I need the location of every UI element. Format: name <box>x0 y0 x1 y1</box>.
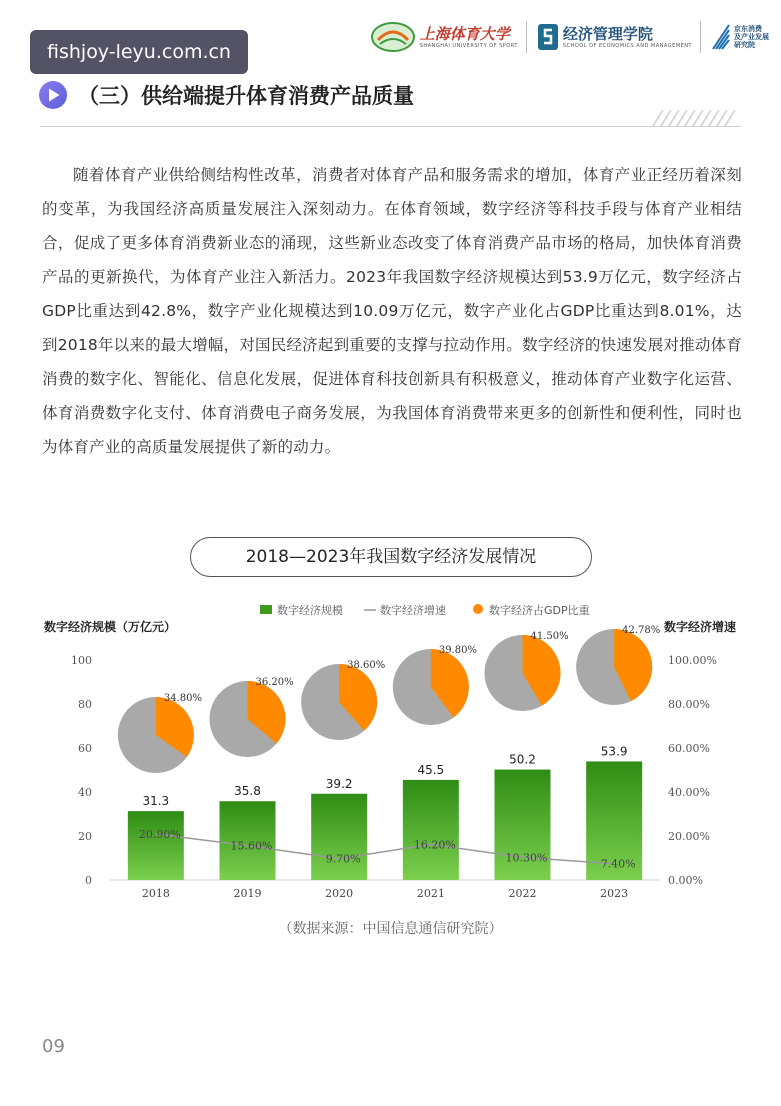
jd-institute-line-2: 及产业发展 <box>734 33 769 41</box>
left-tick-label: 80 <box>78 698 92 711</box>
sus-logo-name: 上海体育大学 <box>419 25 510 43</box>
jd-institute-emblem-icon <box>711 23 731 51</box>
bar <box>403 780 459 880</box>
header-logos <box>360 14 769 60</box>
left-tick-label: 0 <box>85 874 92 887</box>
bar-value-label: 50.2 <box>509 752 536 767</box>
sem-logo <box>537 23 692 51</box>
chart-legend <box>260 603 590 617</box>
pie-value-label: 34.80% <box>163 693 202 704</box>
sus-logo-sub: SHANGHAI UNIVERSITY OF SPORT <box>419 43 518 49</box>
sem-emblem-icon <box>537 23 559 51</box>
logo-divider <box>526 21 527 53</box>
sem-logo-name: 经济管理学院 <box>562 25 653 43</box>
left-axis-title: 数字经济规模（万亿元） <box>44 620 177 634</box>
sus-emblem-icon <box>370 20 416 54</box>
x-axis-labels <box>142 887 628 900</box>
legend-label-line: 数字经济增速 <box>380 604 446 617</box>
digital-economy-chart <box>30 595 750 905</box>
growth-line-series <box>139 828 636 871</box>
bar-value-label: 53.9 <box>600 744 628 759</box>
logo-divider <box>700 21 701 53</box>
x-tick-label: 2020 <box>325 887 354 900</box>
heading-rule <box>40 126 741 127</box>
right-tick-label: 20.00% <box>668 830 710 843</box>
page-number: 09 <box>42 1036 65 1057</box>
legend-label-pie: 数字经济占GDP比重 <box>489 604 590 617</box>
play-circle-icon <box>38 80 68 110</box>
right-tick-label: 60.00% <box>668 742 710 755</box>
legend-swatch-pie <box>473 604 483 614</box>
x-tick-label: 2022 <box>508 887 537 900</box>
chart-title: 2018—2023年我国数字经济发展情况 <box>190 537 592 577</box>
left-tick-label: 100 <box>71 654 92 667</box>
left-tick-label: 20 <box>78 830 92 843</box>
decorative-stripes-icon <box>649 110 741 126</box>
left-axis-ticks <box>71 654 92 887</box>
bar-value-label: 39.2 <box>325 776 353 791</box>
legend-label-bar: 数字经济规模 <box>277 604 343 617</box>
pie-value-label: 36.20% <box>255 677 294 688</box>
pie-series <box>118 625 660 773</box>
growth-value-label: 10.30% <box>505 851 548 865</box>
right-axis-title: 数字经济增速 <box>663 620 736 634</box>
growth-value-label: 15.60% <box>230 839 273 853</box>
section-heading <box>38 80 414 110</box>
growth-value-label: 7.40% <box>600 857 636 871</box>
x-tick-label: 2018 <box>141 887 170 900</box>
sus-logo <box>370 20 518 54</box>
pie-value-label: 41.50% <box>530 631 569 642</box>
watermark: fishjoy-leyu.com.cn <box>30 30 248 74</box>
right-axis-ticks <box>668 654 717 887</box>
jd-institute-logo <box>711 23 769 51</box>
jd-institute-line-3: 研究院 <box>734 41 755 49</box>
growth-value-label: 20.90% <box>138 828 181 842</box>
bar <box>128 811 184 880</box>
x-tick-label: 2019 <box>233 887 262 900</box>
right-tick-label: 0.00% <box>668 874 703 887</box>
section-title: （三）供给端提升体育消费产品质量 <box>78 84 414 108</box>
bar <box>311 794 367 880</box>
pie-value-label: 38.60% <box>347 660 386 671</box>
x-tick-label: 2023 <box>600 887 629 900</box>
sem-logo-sub: SCHOOL OF ECONOMICS AND MANAGEMENT <box>562 43 692 49</box>
left-tick-label: 40 <box>78 786 92 799</box>
pie-value-label: 39.80% <box>438 645 477 656</box>
bar-value-label: 45.5 <box>417 762 445 777</box>
right-tick-label: 40.00% <box>668 786 710 799</box>
growth-value-label: 9.70% <box>325 852 361 866</box>
right-tick-label: 100.00% <box>668 654 717 667</box>
data-source: （数据来源：中国信息通信研究院） <box>278 921 503 937</box>
bar-value-label: 31.3 <box>142 794 170 809</box>
x-tick-label: 2021 <box>416 887 445 900</box>
legend-swatch-bar <box>260 605 272 614</box>
body-paragraph: 随着体育产业供给侧结构性改革，消费者对体育产品和服务需求的增加，体育产业正经历着深刻的变革，为我国经济高质量发展注入深刻动力。在体育领域，数字经济等科技手段与体育产业相结合，促成了更多体育消费新业态的涌现，这些新业态改变了体育消费产品市场的格局，加快体育消费产品的更新换代，为体育产业注入新活力。2023年我国数字经济规模达到53.9万亿元，数字经济占GDP比重达到42.8%，数字产业化规模达到10.09万亿元，数字产业化占GDP比重达到8.01%，达到2018年以来的最大增幅，对国民经济起到重要的支撑与拉动作用。数字经济的快速发展对推动体育消费的数字化、智能化、信息化发展，促进体育科技创新具有积极意义，推动体育产业数字化运营、体育消费数字化支付、体育消费电子商务发展，为我国体育消费带来更多的创新性和便利性，同时也为体育产业的高质量发展提供了新的动力。 <box>42 166 742 456</box>
left-tick-label: 60 <box>78 742 92 755</box>
right-tick-label: 80.00% <box>668 698 710 711</box>
growth-value-label: 16.20% <box>413 838 456 852</box>
jd-institute-line-1: 京东消费 <box>734 25 762 33</box>
bar-value-label: 35.8 <box>234 784 261 799</box>
pie-value-label: 42.78% <box>622 625 661 636</box>
